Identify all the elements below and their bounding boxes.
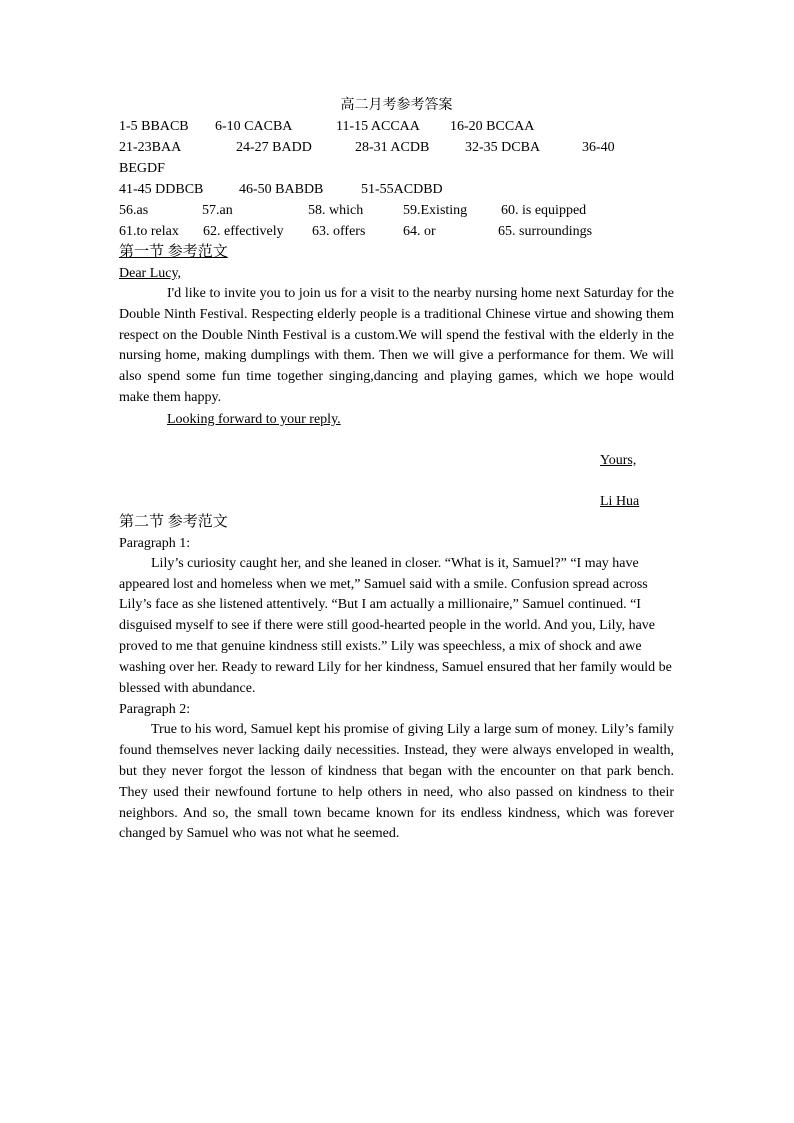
answer-group: 32-35 DCBA: [465, 140, 541, 155]
answer-group: 64. or: [403, 224, 436, 239]
answer-group: 60. is equipped: [501, 203, 587, 218]
answer-sheet: [119, 96, 674, 845]
answer-row-3: [119, 179, 674, 200]
answer-group: 28-31 ACDB: [355, 140, 430, 155]
answer-group: 1-5 BBACB: [119, 119, 189, 134]
page-title: 高二月考参考答案: [340, 98, 453, 113]
answer-group: 21-23BAA: [119, 140, 182, 155]
answer-group: 65. surroundings: [498, 224, 593, 239]
answer-row-2-continued: [119, 158, 674, 179]
answer-row-5: [119, 221, 674, 242]
letter-closing-line: [119, 409, 674, 430]
answer-group: 57.an: [202, 203, 233, 218]
answer-group: 61.to relax: [119, 224, 179, 239]
signature-text: Li Hua: [600, 493, 640, 509]
answer-group: 59.Existing: [403, 203, 468, 218]
answer-group: 36-40: [582, 140, 615, 155]
answer-group: 6-10 CACBA: [215, 119, 293, 134]
answer-row-1: [119, 116, 674, 137]
section-1-heading: 第一节 参考范文: [119, 244, 228, 260]
signoff-text: Yours,: [600, 452, 637, 468]
letter-signoff: [119, 450, 674, 471]
closing-text: Looking forward to your reply.: [167, 411, 341, 427]
paragraph-2-text: True to his word, Samuel kept his promise of giving Lily a large sum of money. Lily’s family found themselves never lacking daily necessities. Instead, they were always enveloped in wealth, but they never forgot the lesson of kindness that began with the encounter on that park bench. They used their newfound fortune to help others in need, who also passed on kindness to their neighbors. And so, the small town became known for its endless kindness, which was forever changed by Samuel who was not what he seemed.: [119, 722, 674, 842]
answer-row-4: [119, 200, 674, 221]
letter-body: I'd like to invite you to join us for a visit to the nearby nursing home next Saturday for the Double Ninth Festival. Respecting elderly people is a traditional Chinese virtue and showing them respect on the Double Ninth Festival is a custom.We will spend the festival with the elderly in the nursing home, making dumplings with them. Then we will give a performance for them. We will also spend some fun time together singing,dancing and playing games, which we hope would make them happy.: [119, 286, 674, 405]
answer-group: BEGDF: [119, 161, 165, 176]
answer-group: 46-50 BABDB: [239, 182, 324, 197]
answer-group: 41-45 DDBCB: [119, 182, 204, 197]
answer-group: 51-55ACDBD: [361, 182, 443, 197]
answer-group: 58. which: [308, 203, 364, 218]
answer-group: 11-15 ACCAA: [336, 119, 420, 134]
answer-group: 63. offers: [312, 224, 366, 239]
letter-signature: [119, 491, 674, 512]
spacer: [119, 430, 674, 450]
paragraph-1-label: Paragraph 1:: [119, 535, 191, 551]
answer-group: 62. effectively: [203, 224, 284, 239]
letter-salutation: Dear Lucy,: [119, 266, 182, 281]
answer-group: 24-27 BADD: [236, 140, 312, 155]
answer-group: 16-20 BCCAA: [450, 119, 535, 134]
spacer: [119, 471, 674, 491]
paragraph-1-text: Lily’s curiosity caught her, and she leaned in closer. “What is it, Samuel?” “I may have appeared lost and homeless when we met,” Samuel said with a smile. Confusion spread across Lily’s face as she listened attentively. “But I am actually a millionaire,” Samuel continued. “I disguised myself to see if there were still good-hearted people in the world. And you, Lily, have proved to me that genuine kindness still exists.” Lily was speechless, a mix of shock and awe washing over her. Ready to reward Lily for her kindness, Samuel ensured that her family would be blessed with abundance.: [119, 555, 672, 696]
answer-group: 56.as: [119, 203, 149, 218]
paragraph-2-label: Paragraph 2:: [119, 702, 191, 718]
section-2-heading: 第二节 参考范文: [119, 513, 228, 530]
answer-row-2: [119, 137, 674, 158]
